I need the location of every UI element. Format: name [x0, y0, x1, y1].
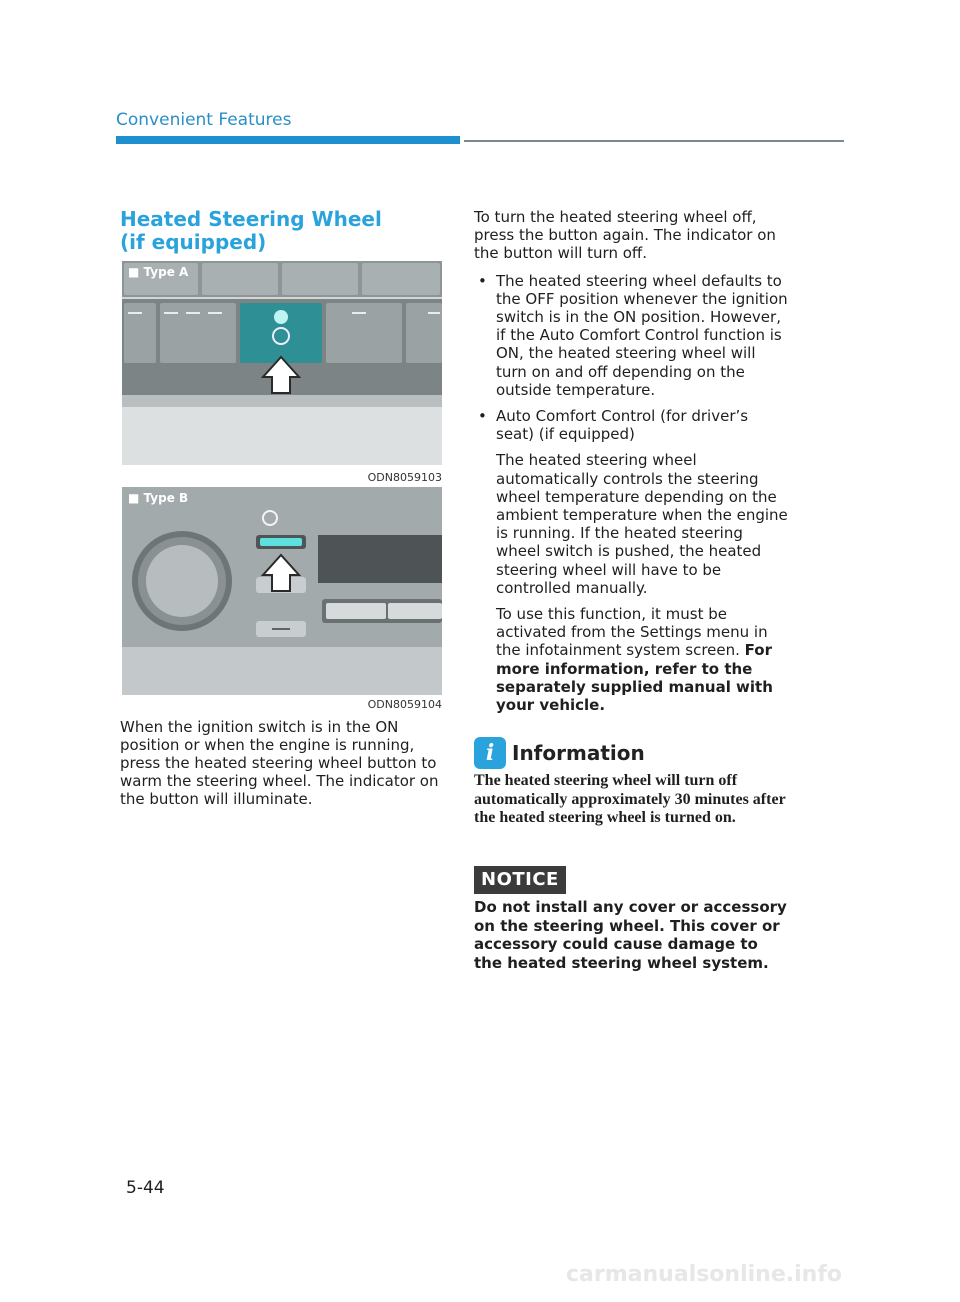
type-a-panel-illustration — [122, 261, 442, 465]
information-text: The heated steering wheel will turn off automatically approximately 30 minutes after the heated steering wheel is turned on. — [474, 772, 786, 826]
figure-code-b: ODN8059104 — [367, 698, 442, 711]
sub-paragraph: The heated steering wheel automatically controls the steering wheel temperature depending on the ambient temperature when the engine is running. If the heated steering wheel switch is pushed, the heated steering wheel will have to be controlled manually. — [496, 451, 788, 597]
bullet-item — [474, 407, 790, 443]
bullet-dot: • — [478, 407, 487, 426]
figure-type-a — [122, 261, 442, 465]
figure-type-b — [122, 487, 442, 695]
header-rule — [464, 140, 844, 142]
section-title-line2: (if equipped) — [120, 230, 267, 254]
bullet-item — [474, 272, 790, 399]
figure-code-a: ODN8059103 — [367, 471, 442, 484]
type-b-panel-illustration — [122, 487, 442, 695]
information-header — [474, 737, 645, 769]
figure-label: ■ Type B — [128, 491, 189, 505]
notice-text: Do not install any cover or accessory on the steering wheel. This cover or accessory could cause damage to the heated steering wheel system. — [474, 898, 787, 972]
notice-badge: NOTICE — [474, 866, 566, 894]
bullet-text: The heated steering wheel defaults to the OFF position whenever the ignition switch is in the ON position. However, if the Auto Comfort Control function is ON, the heated steering wheel will turn on and off depending on the outside temperature. — [496, 271, 788, 399]
section-title-line1: Heated Steering Wheel — [120, 207, 382, 231]
sub-paragraph-settings — [474, 605, 790, 714]
bullet-text: Auto Comfort Control (for driver’s seat) (if equipped) — [496, 407, 749, 444]
bullet-dot: • — [478, 271, 487, 290]
intro-paragraph: To turn the heated steering wheel off, press the button again. The indicator on the button will turn off. — [474, 208, 776, 263]
right-column — [474, 208, 790, 722]
info-icon: i — [474, 737, 506, 769]
header-accent-bar — [116, 136, 460, 144]
settings-text: To use this function, it must be activated from the Settings menu in the infotainment system screen. — [496, 605, 768, 660]
information-title: Information — [512, 741, 645, 765]
watermark: carmanualsonline.info — [566, 1262, 842, 1287]
page-number: 5-44 — [126, 1178, 165, 1198]
section-title — [120, 208, 382, 254]
figure-label: ■ Type A — [128, 265, 189, 279]
left-body-paragraph: When the ignition switch is in the ON position or when the engine is running, press the heated steering wheel button to warm the steering wheel. The indicator on the button will illuminate. — [120, 718, 439, 808]
chapter-title: Convenient Features — [116, 110, 292, 130]
manual-reference: For more information, refer to the separately supplied manual with your vehicle. — [496, 641, 773, 715]
